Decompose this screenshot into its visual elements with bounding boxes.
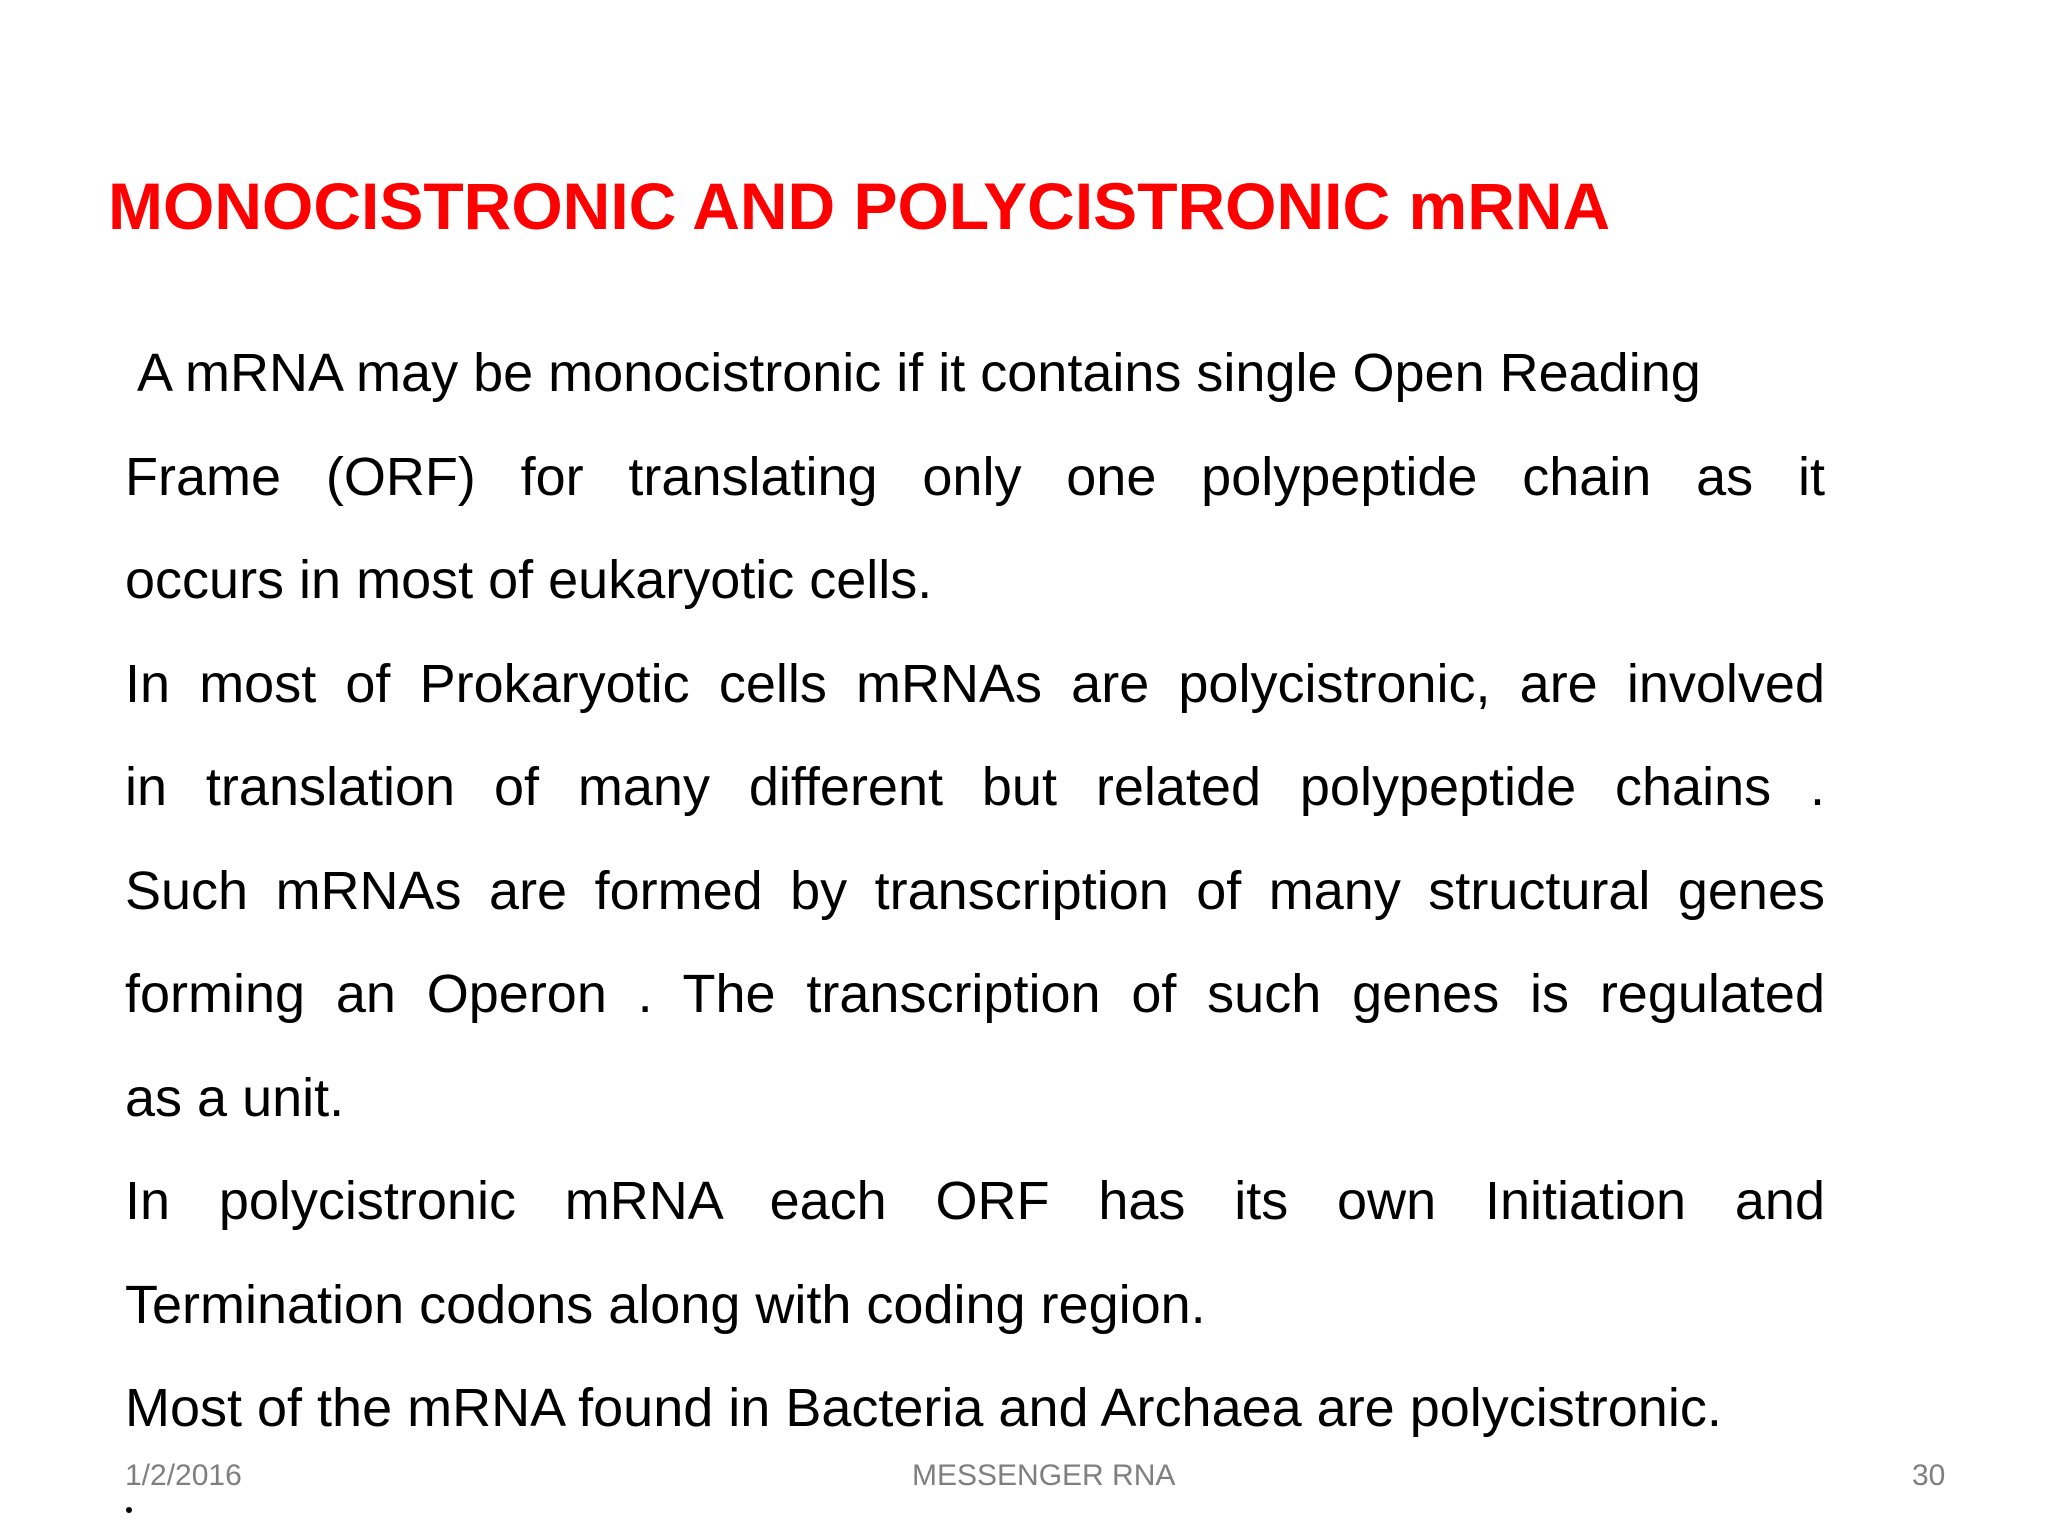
body-line-4: In most of Prokaryotic cells mRNAs are polycistronic, are involved: [125, 653, 1825, 714]
body-line-9: In polycistronic mRNA each ORF has its own Initiation and: [125, 1171, 1825, 1231]
slide-body: [125, 322, 1825, 1461]
body-line-2: Frame (ORF) for translating only one polypeptide chain as it: [125, 446, 1825, 507]
body-line-1: A mRNA may be monocistronic if it contains single Open Reading: [137, 343, 1701, 403]
footer-page-number: 30: [1912, 1459, 1946, 1492]
footer-title: MESSENGER RNA: [912, 1459, 1176, 1492]
body-line-3: occurs in most of eukaryotic cells.: [125, 550, 933, 610]
body-line-6: Such mRNAs are formed by transcription of many structural genes: [125, 860, 1825, 921]
body-line-11: Most of the mRNA found in Bacteria and Archaea are polycistronic.: [125, 1378, 1722, 1438]
body-line-7: forming an Operon . The transcription of such genes is regulated: [125, 964, 1825, 1024]
stray-dot: [126, 1507, 132, 1513]
slide-title: MONOCISTRONIC AND POLYCISTRONIC mRNA: [108, 169, 1611, 243]
footer-date: 1/2/2016: [125, 1459, 242, 1492]
body-line-5: in translation of many different but related polypeptide chains .: [125, 757, 1825, 817]
body-line-8: as a unit.: [125, 1067, 345, 1128]
body-line-10: Termination codons along with coding region.: [125, 1274, 1206, 1335]
